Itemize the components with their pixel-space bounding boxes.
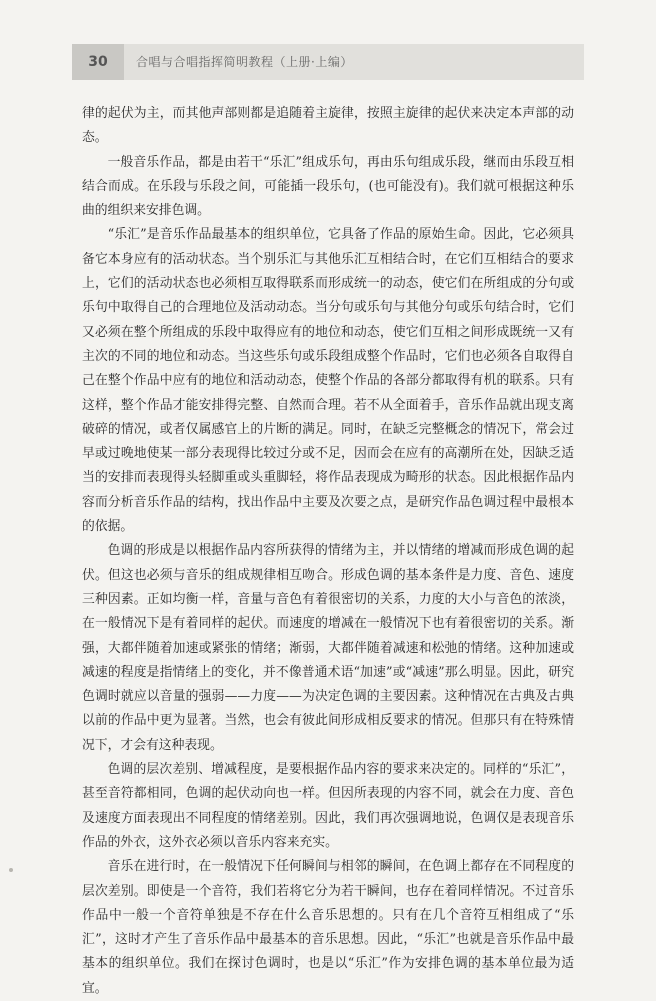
paragraph: 色调的层次差别、增减程度，是要根据作品内容的要求来决定的。同样的“乐汇”，甚至音符都相同，色调的起伏动向也一样。但因所表现的内容不同，就会在力度、音色及速度方面表现出不同程度的情绪差别。因此，我们再次强调地说，色调仅是表现音乐作品的外衣，这外衣必须以音乐内容来充实。 xyxy=(82,762,574,850)
body-text xyxy=(82,102,574,1001)
paragraph: 音乐在进行时，在一般情况下任何瞬间与相邻的瞬间，在色调上都存在不同程度的层次差别。即使是一个音符，我们若将它分为若干瞬间，也存在着同样情况。不过音乐作品中一般一个音符单独是不存在什么音乐思想的。只有在几个音符互相组成了“乐汇”，这时才产生了音乐作品中最基本的音乐思想。因此，“乐汇”也就是音乐作品中最基本的组织单位。我们在探讨色调时，也是以“乐汇”作为安排色调的基本单位最为适宜。 xyxy=(82,859,574,996)
paragraph: 色调的形成是以根据作品内容所获得的情绪为主，并以情绪的增减而形成色调的起伏。但这也必须与音乐的组成规律相互吻合。形成色调的基本条件是力度、音色、速度三种因素。正如均衡一样，音量与音色有着很密切的关系，力度的大小与音色的浓淡，在一般情况下是有着同样的起伏。而速度的增减在一般情况下也有着很密切的关系。渐强，大都伴随着加速或紧张的情绪；渐弱，大都伴随着减速和松弛的情绪。这种加速或减速的程度是指情绪上的变化，并不像普通术语“加速”或“减速”那么明显。因此，研究色调时就应以音量的强弱——力度——为决定色调的主要因素。这种情况在古典及古典以前的作品中更为显著。当然，也会有彼此间形成相反要求的情况。但那只有在特殊情况下，才会有这种表现。 xyxy=(82,543,574,753)
paragraph: 一般音乐作品，都是由若干“乐汇”组成乐句，再由乐句组成乐段，继而由乐段互相结合而成。在乐段与乐段之间，可能插一段乐句，(也可能没有)。我们就可根据这种乐曲的组织来安排色调。 xyxy=(82,154,574,219)
running-header xyxy=(0,44,656,80)
scan-mark xyxy=(9,868,13,872)
paragraph-continued: 律的起伏为主，而其他声部则都是追随着主旋律，按照主旋律的起伏来决定本声部的动态。 xyxy=(82,106,574,146)
book-title: 合唱与合唱指挥简明教程（上册·上编） xyxy=(136,55,353,69)
page-number: 30 xyxy=(72,44,124,80)
paragraph: “乐汇”是音乐作品最基本的组织单位，它具备了作品的原始生命。因此，它必须具备它本身应有的活动状态。当个别乐汇与其他乐汇互相结合时，在它们互相结合的要求上，它们的活动状态也必须相互取得联系而形成统一的动态，使它们在所组成的分句或乐句中取得自己的合理地位及活动动态。当分句或乐句与其他分句或乐句结合时，它们又必须在整个所组成的乐段中取得应有的地位和动态，使它们互相之间形成既统一又有主次的不同的地位和动态。当这些乐句或乐段组成整个作品时，它们也必须各自取得自己在整个作品中应有的地位和活动动态，使整个作品的各部分都取得有机的联系。只有这样，整个作品才能安排得完整、自然而合理。若不从全面着手，音乐作品就出现支离破碎的情况，或者仅属感官上的片断的满足。同时，在缺乏完整概念的情况下，常会过早或过晚地使某一部分表现得比较过分或不足，因而会在应有的高潮所在处，因缺乏适当的安排而表现得头轻脚重或头重脚轻，将作品表现成为畸形的状态。因此根据作品内容而分析音乐作品的结构，找出作品中主要及次要之点，是研究作品色调过程中最根本的依据。 xyxy=(82,227,574,535)
